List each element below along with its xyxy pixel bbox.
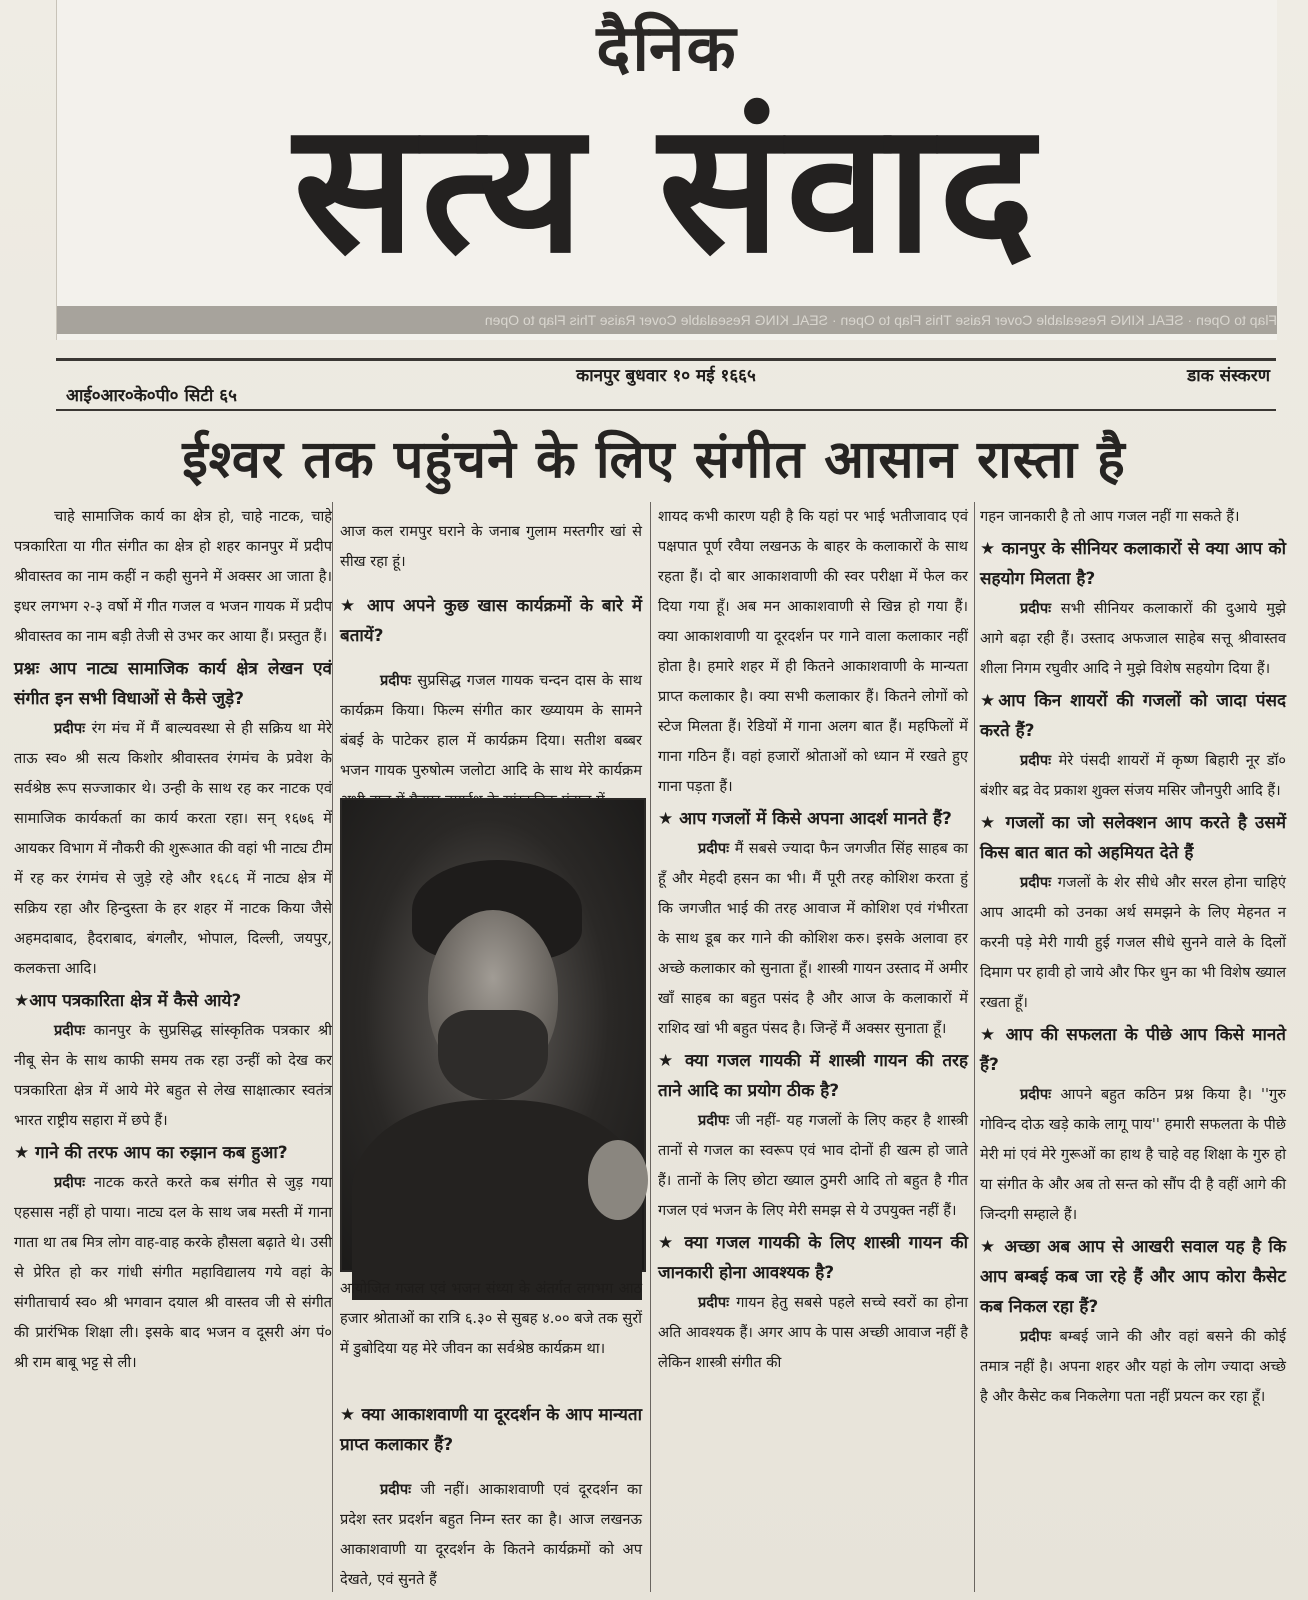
dateline [56,358,1276,411]
microphone [588,1140,648,1220]
speaker-label: प्रदीपः [698,840,735,857]
answer [980,1080,1286,1230]
speaker-label: प्रदीपः [1020,1086,1061,1103]
answer-text: गजलों के शेर सीधे और सरल होना चाहिएं आप आदमी को उनका अर्थ समझने के लिए मेहनत न करनी पड़े मेरी गायी हुई गजल सीधे सुनने वाले के दिलों दिमाग पर हावी हो जाये और फिर धुन का भी विशेष ख्याल रखता हूँ। [980,874,1286,1011]
photo-beard [438,1010,548,1100]
article [0,406,1308,1600]
answer [14,714,332,984]
question: ★ क्या गजल गायकी के लिए शास्त्री गायन की जानकारी होना आवश्यक है? [658,1233,968,1283]
speaker-label: प्रदीपः [54,1022,94,1039]
answer [980,746,1286,806]
question: ★आप पत्रकारिता क्षेत्र में कैसे आये? [14,991,242,1011]
answer [980,594,1286,684]
edition-label: डाक संस्करण [1187,366,1270,386]
question: प्रश्नः आप नाट्य सामाजिक कार्य क्षेत्र लेखन एवं संगीत इन सभी विधाओं से कैसे जुड़े? [14,659,332,709]
masthead-title: सत्य संवाद [293,82,1041,293]
speaker-label: प्रदीपः [1020,600,1061,617]
question: ★ आप गजलों में किसे अपना आदर्श मानते हैं? [658,809,952,829]
answer-text: मैं सबसे ज्यादा फैन जगजीत सिंह साहब का हूँ और मेहदी हसन का भी। मैं पूरी तरह कोशिश करता हुं कि जगजीत भाई की तरह आवाज में कोशिश एवं गंभीरता के साथ डूब कर गाने की कोशिश करु। इसके अलावा हर अच्छे कलाकार को सुनाता हूँ। शास्त्री गायन उस्ताद में अमीर खाँ साहब का बहुत पसंद है और आज के कलाकारों में राशिद खां भी बहुत पंसद है। जिन्हें मैं अक्सर सुनाता हूँ। [658,840,968,1037]
answer-text: रंग मंच में मैं बाल्यवस्था से ही सक्रिय था मेरे ताऊ स्व० श्री सत्य किशोर श्रीवास्तव रंगमंच के प्रवेश के सर्वश्रेष्ठ रूप सज्जाकार थे। उन्ही के साथ रह कर नाटक एवं सामाजिक कार्यकर्ता का कार्य करता रहा। सन् १६७६ में आयकर विभाग में नौकरी की शुरूआत की वहां भी नाट्य टीम में रह कर रंगमंच से जुड़े रहे और १६८६ में नाट्य क्षेत्र में सक्रिय रहा और हिन्दुस्ता के हर शहर में नाटक किया जैसे अहमदाबाद, हैदराबाद, बंगलौर, भोपाल, दिल्ली, जयपुर, कलकत्ता आदि। [14,720,332,977]
headline: ईश्वर तक पहुंचने के लिए संगीत आसान रास्ता है [182,430,1126,490]
answer-text: मेरे पंसदी शायरों में कृष्ण बिहारी नूर डॉ० बंशीर बद्र वेद प्रकाश शुक्ल संजय मसिर जौनपुरी आदि हैं। [980,752,1286,799]
speaker-label: प्रदीपः [1020,752,1059,769]
registration-number: आई०आर०के०पी० सिटी ६५ [66,386,237,406]
column-2-top [340,502,642,792]
paragraph: चाहे सामाजिक कार्य का क्षेत्र हो, चाहे नाटक, चाहे पत्रकारिता या गीत संगीत का क्षेत्र हो शहर कानपुर में प्रदीप श्रीवास्तव का नाम कहीं न कही सुनने में अक्सर आ जाता है। इधर लगभग २-३ वर्षो में गीत गजल व भजन गायक में प्रदीप श्रीवास्तव का नाम बड़ी तेजी से उभर कर आया हैं। प्रस्तुत हैं। [14,508,332,645]
speaker-label: प्रदीपः [380,1480,421,1498]
masthead-prefix: दैनिक [596,12,738,86]
question: ★ गजलों का जो सलेक्शन आप करते है उसमें किस बात बात को अहमियत देते हैं [980,813,1286,863]
speaker-label: प्रदीपः [698,1294,737,1311]
answer-text: गायन हेतु सबसे पहले सच्चे स्वरों का होना अति आवश्यक हैं। अगर आप के पास अच्छी आवाज नहीं है लेकिन शास्त्री संगीत की [658,1294,969,1371]
paragraph: आज कल रामपुर घराने के जनाब गुलाम मस्तगीर खां से सीख रहा हूं। [340,522,642,570]
portrait-photo [340,798,646,1272]
speaker-label: प्रदीपः [1020,1328,1060,1345]
answer-text: बम्बई जाने की और वहां बसने की कोई तमात्र नहीं है। अपना शहर और यहां के लोग ज्यादा अच्छे है और कैसेट कब निकलेगा पता नहीं प्रयत्न कर रहा हूँ। [980,1328,1286,1405]
column-3 [658,502,968,1592]
paragraph: गहन जानकारी है तो आप गजल नहीं गा सकते हैं। [980,508,1240,525]
column-4 [980,502,1286,1592]
masthead [56,0,1277,340]
answer [14,1168,332,1378]
question: ★ आप की सफलता के पीछे आप किसे मानते हैं? [980,1025,1286,1075]
speaker-label: प्रदीपः [380,671,418,689]
column-divider [974,502,975,1592]
column-1 [14,502,332,1592]
answer-text: सुप्रसिद्ध गजल गायक चन्दन दास के साथ कार्यक्रम किया। फिल्म संगीत कार ख्य्यायम के सामने बंबई के पाटेकर हाल में कार्यक्रम दिया। सतीश बब्बर भजन गायक पुरुषोत्म जलोटा आदि के साथ मेरे कार्यक्रम [340,671,642,779]
answer [340,666,642,816]
answer [658,1106,968,1226]
answer [658,834,968,1044]
question: ★ कानपुर के सीनियर कलाकारों से क्या आप को सहयोग मिलता है? [980,539,1286,589]
question: ★ आप अपने कुछ खास कार्यक्रमों के बारे में बतायें? [340,596,642,647]
question: ★ क्या गजल गायकी में शास्त्री गायन की तरह ताने आदि का प्रयोग ठीक है? [658,1051,968,1101]
answer-text: नाटक करते करते कब संगीत से जुड़ गया एहसास नहीं हो पाया। नाट्य दल के साथ जब मस्ती में गाना गाता था तब मित्र लोग वाह-वाह करके हौसला बढ़ाते थे। उसी से प्रेरित हो कर गांधी संगीत महाविद्यालय गये वहां के संगीताचार्य स्व० श्री भगवान दयाल श्री वास्तव जी से संगीत की प्रारंभिक शिक्षा ली। इसके बाद भजन व दूसरी अंग पं० श्री राम बाबू भट्ट से ली। [14,1174,332,1371]
paragraph: शायद कभी कारण यही है कि यहां पर भाई भतीजावाद एवं पक्षपात पूर्ण रवैया लखनऊ के बाहर के कलाकारों के साथ रहता हैं। दो बार आकाशवाणी की स्वर परीक्षा में फेल कर दिया गया हूँ। अब मन आकाशवाणी से खिन्न हो गया हैं। क्या आकाशवाणी या दूरदर्शन पर गाने वाला कलाकार नहीं होता है। हमारे शहर में ही कितने आकाशवाणी के मान्यता प्राप्त कलाकार है। क्या सभी कलाकार हैं। कितने लोगों को स्टेज मिलता हैं। रेडियों में गाना अलग बात हैं। महफिलों में गाना गठिन हैं। वहां हजारों श्रोताओं को ध्यान में रखते हुए गाना पड़ता हैं। [658,508,968,795]
answer [980,1322,1286,1412]
answer-text: सभी सीनियर कलाकारों की दुआये मुझे आगे बढ़ा रही हैं। उस्ताद अफजाल साहेब सत्तू श्रीवास्तव शीला निगम रघुवीर आदि ने मुझे विशेष सहयोग दिया हैं। [980,600,1286,677]
column-divider [650,502,651,1592]
answer [14,1016,332,1136]
answer [340,1475,642,1595]
speaker-label: प्रदीपः [54,720,92,737]
question: ★ क्या आकाशवाणी या दूरदर्शन के आप मान्यता प्राप्त कलाकार हैं? [340,1405,642,1455]
speaker-label: प्रदीपः [1020,874,1058,891]
question: ★आप किन शायरों की गजलों को जादा पंसद करते हैं? [980,691,1286,741]
answer [658,1288,968,1378]
answer-text: जी नहीं- यह गजलों के लिए कहर है शास्त्री तानों से गजल का स्वरूप एवं भाव दोनों ही खत्म हो जाते हैं। तानों के लिए छोटा ख्याल ठुमरी आदि तो बहुत है गीत गजल एवं भजन के लिए मेरी समझ से ये उपयुक्त नहीं हैं। [658,1112,968,1219]
speaker-label: प्रदीपः [54,1174,94,1191]
place-date: कानपुर बुधवार १० मई १६६५ [576,366,756,386]
answer-text: आपने बहुत कठिन प्रश्न किया है। ''गुरु गोविन्द दोऊ खड़े काके लागू पाय'' हमारी सफलता के पीछे मेरी मां एवं मेरे गुरूओं का हाथ है चाहे वह शिक्षा के गुरु हो या संगीत के और अब तो सन्त को सौंप दी है वहीं आगे की जिन्दगी सम्हाले हैं। [980,1086,1286,1223]
answer [980,868,1286,1018]
column-2-bottom [340,1400,642,1596]
column-divider [332,502,333,1592]
answer-text: जी नहीं। आकाशवाणी एवं दूरदर्शन का प्रदेश स्तर प्रदर्शन बहुत निम्न स्तर का है। आज लखनऊ आकाशवाणी या दूरदर्शन के कितने कार्यक्रमों को अप देखते, एवं सुनते हैं [340,1480,642,1588]
question: ★ अच्छा अब आप से आखरी सवाल यह है कि आप बम्बई कब जा रहे हैं और आप कोरा कैसेट कब निकल रहा हैं? [980,1237,1286,1317]
photo-caption-text: आयोजित गजल एवं भजन संध्या के अंतर्गत लगभग आठ हजार श्रोताओं का रात्रि ६.३० से सुबह ४.०० बजे तक सुरों में डुबोदिया यह मेरे जीवन का सर्वश्रेष्ठ कार्यक्रम था। [340,1280,642,1357]
question: ★ गाने की तरफ आप का रुझान कब हुआ? [14,1143,288,1163]
show-through-strip: Flap to Open · SEAL KING Resealable Cover Raise This Flap to Open · SEAL KING Resealable Cover Raise This Flap to Open [57,306,1277,334]
speaker-label: प्रदीपः [698,1112,736,1129]
answer-text: कानपुर के सुप्रसिद्ध सांस्कृतिक पत्रकार श्री नीबू सेन के साथ काफी समय तक रहा उन्हीं को देख कर पत्रकारिता क्षेत्र में आये मेरे बहुत से लेख साक्षात्कार स्वतंत्र भारत राष्ट्रीय सहारा में छपे हैं। [14,1022,332,1129]
